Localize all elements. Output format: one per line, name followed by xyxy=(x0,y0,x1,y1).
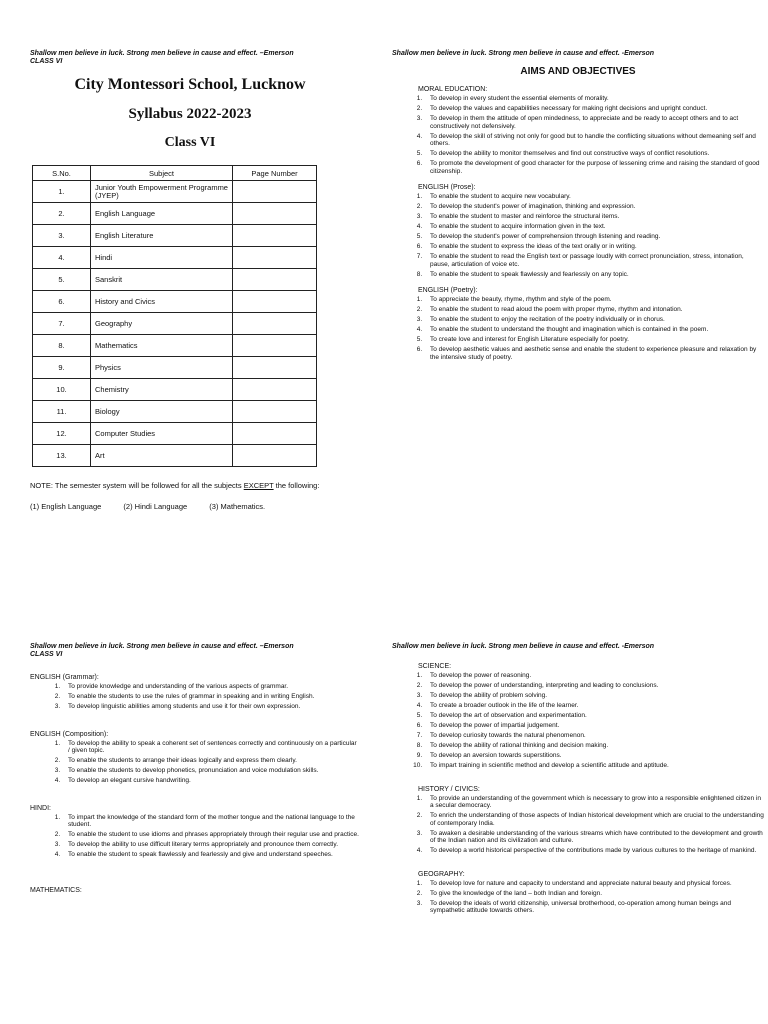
row-subject: Sanskrit xyxy=(91,269,233,291)
table-row xyxy=(33,335,317,357)
row-subject: English Language xyxy=(91,203,233,225)
row-page-number xyxy=(233,335,317,357)
table-row xyxy=(33,445,317,467)
hindi-list xyxy=(30,814,360,859)
row-subject: Geography xyxy=(91,313,233,335)
list-item: 3. To enable the students to develop phonetics, pronunciation and voice modulation skills. xyxy=(62,767,360,775)
list-item: 4. To enable the student to speak flawlessly and fearlessly and give and understand speeches. xyxy=(62,851,360,859)
subject-table-body xyxy=(33,181,317,467)
list-item: 1. To develop love for nature and capacity to understand and appreciate natural beauty and physical forces. xyxy=(424,880,764,888)
class-title: Class VI xyxy=(164,135,216,150)
history-heading: HISTORY / CIVICS: xyxy=(418,785,480,793)
table-row xyxy=(33,313,317,335)
list-item: 4. To develop a world historical perspective of the contributions made by various cultures to the heritage of mankind. xyxy=(424,847,764,855)
list-item: 2. To enable the student to use idioms and phrases appropriately through their regular use and practice. xyxy=(62,831,360,839)
exception-item: (2) Hindi Language xyxy=(123,502,188,511)
list-item: 3. To enable the student to enjoy the recitation of the poetry individually or in chorus. xyxy=(424,316,764,324)
row-sno: 13. xyxy=(33,445,91,467)
exception-item: (1) English Language xyxy=(30,502,102,511)
list-item: 6. To develop the power of impartial judgement. xyxy=(424,722,764,730)
list-item: 4. To develop an elegant cursive handwriting. xyxy=(62,777,360,785)
prose-list xyxy=(392,193,764,278)
col-header-sno: S.No. xyxy=(33,166,91,181)
list-item: 2. To develop the student's power of imagination, thinking and expression. xyxy=(424,203,764,211)
row-sno: 6. xyxy=(33,291,91,313)
note-suffix: the following: xyxy=(273,481,320,490)
class-tag: CLASS VI xyxy=(30,651,63,658)
row-sno: 3. xyxy=(33,225,91,247)
table-row xyxy=(33,203,317,225)
list-item: 1. To enable the student to acquire new vocabulary. xyxy=(424,193,764,201)
row-sno: 10. xyxy=(33,379,91,401)
list-item: 5. To create love and interest for English Literature especially for poetry. xyxy=(424,336,764,344)
table-row xyxy=(33,291,317,313)
list-item: 2. To enrich the understanding of those aspects of Indian historical development which are crucial to the understanding of contemporary India. xyxy=(424,812,764,827)
composition-list xyxy=(30,740,360,785)
row-page-number xyxy=(233,181,317,203)
row-subject: English Literature xyxy=(91,225,233,247)
page-quote: Shallow men believe in luck. Strong men believe in cause and effect. –Emerson xyxy=(30,50,294,57)
table-row xyxy=(33,225,317,247)
table-row xyxy=(33,379,317,401)
col-header-page: Page Number xyxy=(233,166,317,181)
science-heading: SCIENCE: xyxy=(418,663,452,670)
table-row xyxy=(33,269,317,291)
list-item: 4. To develop the skill of striving not only for good but to handle the conflicting situations without demeaning self and others. xyxy=(424,133,764,148)
poetry-heading: ENGLISH (Poetry): xyxy=(418,287,478,294)
list-item: 1. To impart the knowledge of the standard form of the mother tongue and the national language to the student. xyxy=(62,814,360,829)
list-item: 8. To develop the ability of rational thinking and decision making. xyxy=(424,742,764,750)
table-row xyxy=(33,401,317,423)
note-emphasis: EXCEPT xyxy=(243,481,274,490)
row-page-number xyxy=(233,423,317,445)
row-sno: 2. xyxy=(33,203,91,225)
table-row xyxy=(33,423,317,445)
subject-table xyxy=(32,165,317,467)
list-item: 7. To enable the student to read the English text or passage loudly with correct pronunciation, stress, intonation, pause, articulation of voice etc. xyxy=(424,253,764,268)
row-sno: 4. xyxy=(33,247,91,269)
row-sno: 11. xyxy=(33,401,91,423)
list-item: 2. To give the knowledge of the land – both Indian and foreign. xyxy=(424,890,764,898)
list-item: 3. To develop the ability to use difficult literary terms appropriately and pronounce them correctly. xyxy=(62,841,360,849)
list-item: 6. To develop aesthetic values and aesthetic sense and enable the student to experience pleasure and relaxation by the intensive study of poetry. xyxy=(424,346,764,361)
list-item: 2. To enable the students to use the rules of grammar in speaking and in writing English. xyxy=(62,693,360,701)
row-page-number xyxy=(233,401,317,423)
maths-heading: MATHEMATICS: xyxy=(30,886,82,894)
list-item: 9. To develop an aversion towards superstitions. xyxy=(424,752,764,760)
moral-list xyxy=(392,95,764,175)
list-item: 5. To develop the art of observation and experimentation. xyxy=(424,712,764,720)
row-subject: Chemistry xyxy=(91,379,233,401)
hindi-heading: HINDI: xyxy=(30,804,51,812)
row-sno: 9. xyxy=(33,357,91,379)
semester-note xyxy=(30,481,350,490)
row-subject: Computer Studies xyxy=(91,423,233,445)
prose-heading: ENGLISH (Prose): xyxy=(418,184,476,191)
page-quote: Shallow men believe in luck. Strong men believe in cause and effect. -Emerson xyxy=(392,643,655,650)
row-subject: Mathematics xyxy=(91,335,233,357)
list-item: 4. To enable the student to understand the thought and imagination which is contained in the poem. xyxy=(424,326,764,334)
list-item: 1. To develop the ability to speak a coherent set of sentences correctly and continuously on a particular / given topic. xyxy=(62,740,360,755)
row-page-number xyxy=(233,379,317,401)
list-item: 1. To provide an understanding of the government which is necessary to grow into a responsible enlightened citizen in a secular democracy. xyxy=(424,795,764,810)
page-quote: Shallow men believe in luck. Strong men believe in cause and effect. –Emerson xyxy=(30,643,294,650)
list-item: 3. To awaken a desirable understanding of the various streams which have contributed to the development and growth of the Indian nation and its civilization and culture. xyxy=(424,830,764,845)
row-page-number xyxy=(233,445,317,467)
row-subject: Art xyxy=(91,445,233,467)
row-subject: Biology xyxy=(91,401,233,423)
list-item: 8. To enable the student to speak flawlessly and fearlessly on any topic. xyxy=(424,271,764,279)
list-item: 3. To enable the student to master and reinforce the structural items. xyxy=(424,213,764,221)
list-item: 3. To develop linguistic abilities among students and use it for their own expression. xyxy=(62,703,360,711)
row-sno: 8. xyxy=(33,335,91,357)
aims-title: AIMS AND OBJECTIVES xyxy=(520,66,636,77)
page-top-left xyxy=(30,50,350,511)
page-bottom-right xyxy=(392,643,764,1024)
row-page-number xyxy=(233,357,317,379)
row-page-number xyxy=(233,269,317,291)
list-item: 7. To develop curiosity towards the natural phenomenon. xyxy=(424,732,764,740)
grammar-heading: ENGLISH (Grammar): xyxy=(30,674,99,681)
table-row xyxy=(33,357,317,379)
list-item: 4. To create a broader outlook in the life of the learner. xyxy=(424,702,764,710)
row-page-number xyxy=(233,313,317,335)
exception-item: (3) Mathematics. xyxy=(209,502,266,511)
school-name: City Montessori School, Lucknow xyxy=(74,76,306,93)
list-item: 5. To develop the student's power of comprehension through listening and reading. xyxy=(424,233,764,241)
exception-list xyxy=(30,502,350,511)
geography-heading: GEOGRAPHY: xyxy=(418,870,465,878)
geography-list xyxy=(392,880,764,915)
list-item: 5. To develop the ability to monitor themselves and find out constructive ways of conflict resolutions. xyxy=(424,150,764,158)
row-subject: Hindi xyxy=(91,247,233,269)
list-item: 2. To develop the power of understanding, interpreting and leading to conclusions. xyxy=(424,682,764,690)
list-item: 3. To develop in them the attitude of open mindedness, to appreciate and be ready to accept others and to act constructively not defensively. xyxy=(424,115,764,130)
row-page-number xyxy=(233,247,317,269)
list-item: 2. To enable the student to read aloud the poem with proper rhyme, rhythm and intonation. xyxy=(424,306,764,314)
list-item: 1. To provide knowledge and understanding of the various aspects of grammar. xyxy=(62,683,360,691)
poetry-list xyxy=(392,296,764,361)
list-item: 2. To enable the students to arrange their ideas logically and express them clearly. xyxy=(62,757,360,765)
list-item: 6. To enable the student to express the ideas of the text orally or in writing. xyxy=(424,243,764,251)
syllabus-title: Syllabus 2022-2023 xyxy=(128,106,252,122)
list-item: 3. To develop the ability of problem solving. xyxy=(424,692,764,700)
table-row xyxy=(33,181,317,203)
row-page-number xyxy=(233,203,317,225)
row-sno: 7. xyxy=(33,313,91,335)
class-tag: CLASS VI xyxy=(30,58,63,65)
row-subject: Junior Youth Empowerment Programme (JYEP) xyxy=(91,181,233,203)
list-item: 3. To develop the ideals of world citizenship, universal brotherhood, co-operation among human beings and sympathetic attitude towards others. xyxy=(424,900,764,915)
note-prefix: NOTE: The semester system will be followed for all the subjects xyxy=(30,481,244,490)
row-sno: 12. xyxy=(33,423,91,445)
list-item: 2. To develop the values and capabilities necessary for making right decisions and upright conduct. xyxy=(424,105,764,113)
list-item: 4. To enable the student to acquire information given in the text. xyxy=(424,223,764,231)
list-item: 1. To develop the power of reasoning. xyxy=(424,672,764,680)
composition-heading: ENGLISH (Composition): xyxy=(30,730,109,738)
list-item: 1. To develop in every student the essential elements of morality. xyxy=(424,95,764,103)
grammar-list xyxy=(30,683,360,711)
row-sno: 1. xyxy=(33,181,91,203)
row-page-number xyxy=(233,291,317,313)
list-item: 10. To impart training in scientific method and develop a scientific attitude and aptitude. xyxy=(424,762,764,770)
list-item: 6. To promote the development of good character for the purpose of lessening crime and raising the standard of good citizenship. xyxy=(424,160,764,175)
page-top-right xyxy=(392,50,764,490)
table-row xyxy=(33,247,317,269)
page-quote: Shallow men believe in luck. Strong men believe in cause and effect. -Emerson xyxy=(392,50,655,57)
row-subject: History and Civics xyxy=(91,291,233,313)
list-item: 1. To appreciate the beauty, rhyme, rhythm and style of the poem. xyxy=(424,296,764,304)
page-bottom-left xyxy=(30,643,360,1024)
row-sno: 5. xyxy=(33,269,91,291)
science-list xyxy=(392,672,764,770)
history-list xyxy=(392,795,764,855)
moral-heading: MORAL EDUCATION: xyxy=(418,86,488,93)
row-subject: Physics xyxy=(91,357,233,379)
col-header-subject: Subject xyxy=(91,166,233,181)
row-page-number xyxy=(233,225,317,247)
